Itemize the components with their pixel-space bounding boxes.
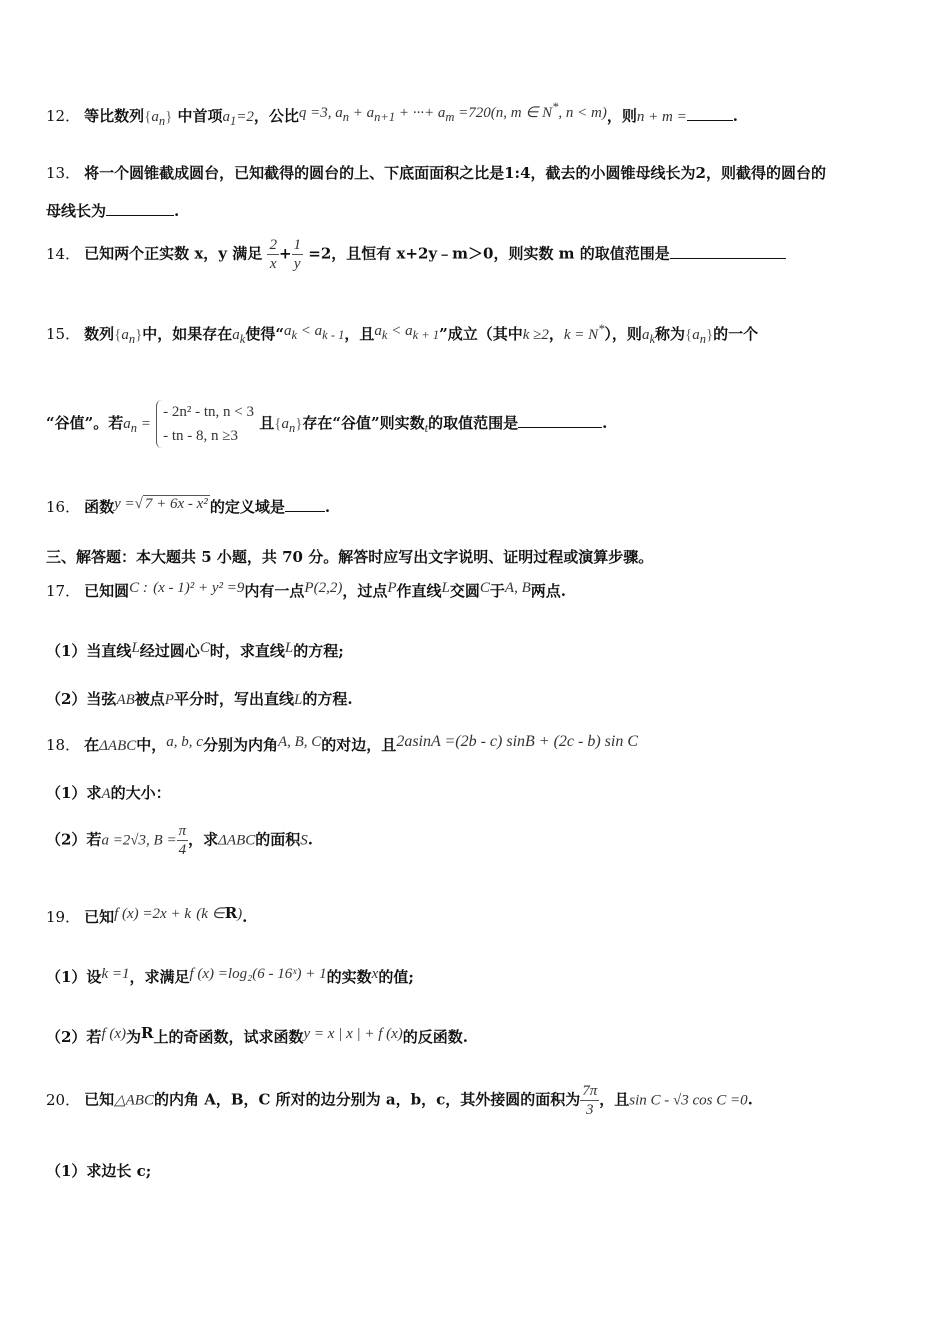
question-15-line2: “谷值”。若$a_n$ = - 2n² - tn, n < 3 - tn - 8, n ≥3 且$\{a_n\}$存在“谷值”则实数$_t$的取值范围是 . <box>46 400 920 448</box>
question-19-part1: （1）设k =1，求满足f (x) =log₂(6 - 16ˣ) + 1的实数x的值; <box>46 966 414 986</box>
answer-blank <box>106 201 174 216</box>
question-14: 14． 已知两个正实数 x，y 满足 $\frac{2}{x}$ + $\frac{1}{y}$ =2，且恒有 x+2y﹣m＞0，则实数 m 的取值范围是 <box>46 236 920 273</box>
question-20-part1: （1）求边长 c; <box>46 1162 152 1180</box>
question-12: 12． 等比数列$\{a_n\}$ 中首项$a_1=2$，公比q =3, $a_n + a_{n+1}$ + ···+ $a_m =720(n$, m ∈ N*, n < m)，则n + m = . <box>46 100 738 128</box>
question-17-part1: （1）当直线L经过圆心C时，求直线L的方程; <box>46 640 344 660</box>
fraction: $\frac{2}{x}$ <box>269 237 277 272</box>
question-15: 15． 数列$\{a_n\}$中，如果存在$a_k$使得“$a_k < a_{k - 1}$，且$a_k < a_{k + 1}$”成立（其中k ≥2，k = N*），则$a_k$称为$\{a_n\}$的一个 <box>46 322 759 346</box>
piecewise-function: - 2n² - tn, n < 3 - tn - 8, n ≥3 <box>156 400 254 448</box>
question-18-part1: （1）求A的大小： <box>46 784 171 802</box>
question-19-part2: （2）若f (x)为R上的奇函数，试求函数y = x | x | + f (x)的反函数. <box>46 1024 469 1046</box>
question-20: 20． 已知△ABC的内角 A，B，C 所对的边分别为 a，b，c，其外接圆的面积为 $\frac{7\pi}{3}$ ，且sin C - √3 cos C =0. <box>46 1083 753 1118</box>
question-17-part2: （2）当弦AB被点P平分时，写出直线L的方程. <box>46 690 353 708</box>
radicand: 7 + 6x - x² <box>144 496 208 512</box>
question-19: 19． 已知f (x) =2x + k (k ∈R). <box>46 904 248 926</box>
question-13-line2: 母线长为 . <box>46 202 180 220</box>
question-17: 17． 已知圆C : (x - 1)² + y² =9内有一点P(2,2)，过点P作直线L交圆C于A, B两点. <box>46 580 566 600</box>
fraction: $\frac{7\pi}{3}$ <box>582 1083 598 1118</box>
section-heading: 三、解答题：本大题共 5 小题，共 70 分。解答时应写出文字说明、证明过程或演算步骤。 <box>46 548 654 566</box>
question-number: 12． <box>46 107 81 125</box>
question-18: 18． 在ΔABC中，a, b, c分别为内角A, B, C的对边，且2asinA =(2b - c) sinB + (2c - b) sin C <box>46 733 639 754</box>
question-18-part2: （2）若a =2√3, B = $\frac{\pi}{4}$ ，求ΔABC的面积S. <box>46 823 313 858</box>
sum-equation: q =3, $a_n + a_{n+1}$ + ···+ $a_m =720(n$, m ∈ N*, n < m) <box>298 100 607 124</box>
fraction: $\frac{\pi}{4}$ <box>178 823 187 858</box>
answer-blank <box>518 413 602 428</box>
fraction: $\frac{1}{y}$ <box>293 237 302 272</box>
answer-blank <box>670 244 786 259</box>
question-13: 13． 将一个圆锥截成圆台，已知截得的圆台的上、下底面面积之比是1:4，截去的小圆锥母线长为2，则截得的圆台的 <box>46 164 826 182</box>
answer-blank <box>687 106 733 121</box>
answer-blank <box>285 497 325 512</box>
question-16: 16． 函数y =√ 7 + 6x - x² 的定义域是 . <box>46 496 331 516</box>
